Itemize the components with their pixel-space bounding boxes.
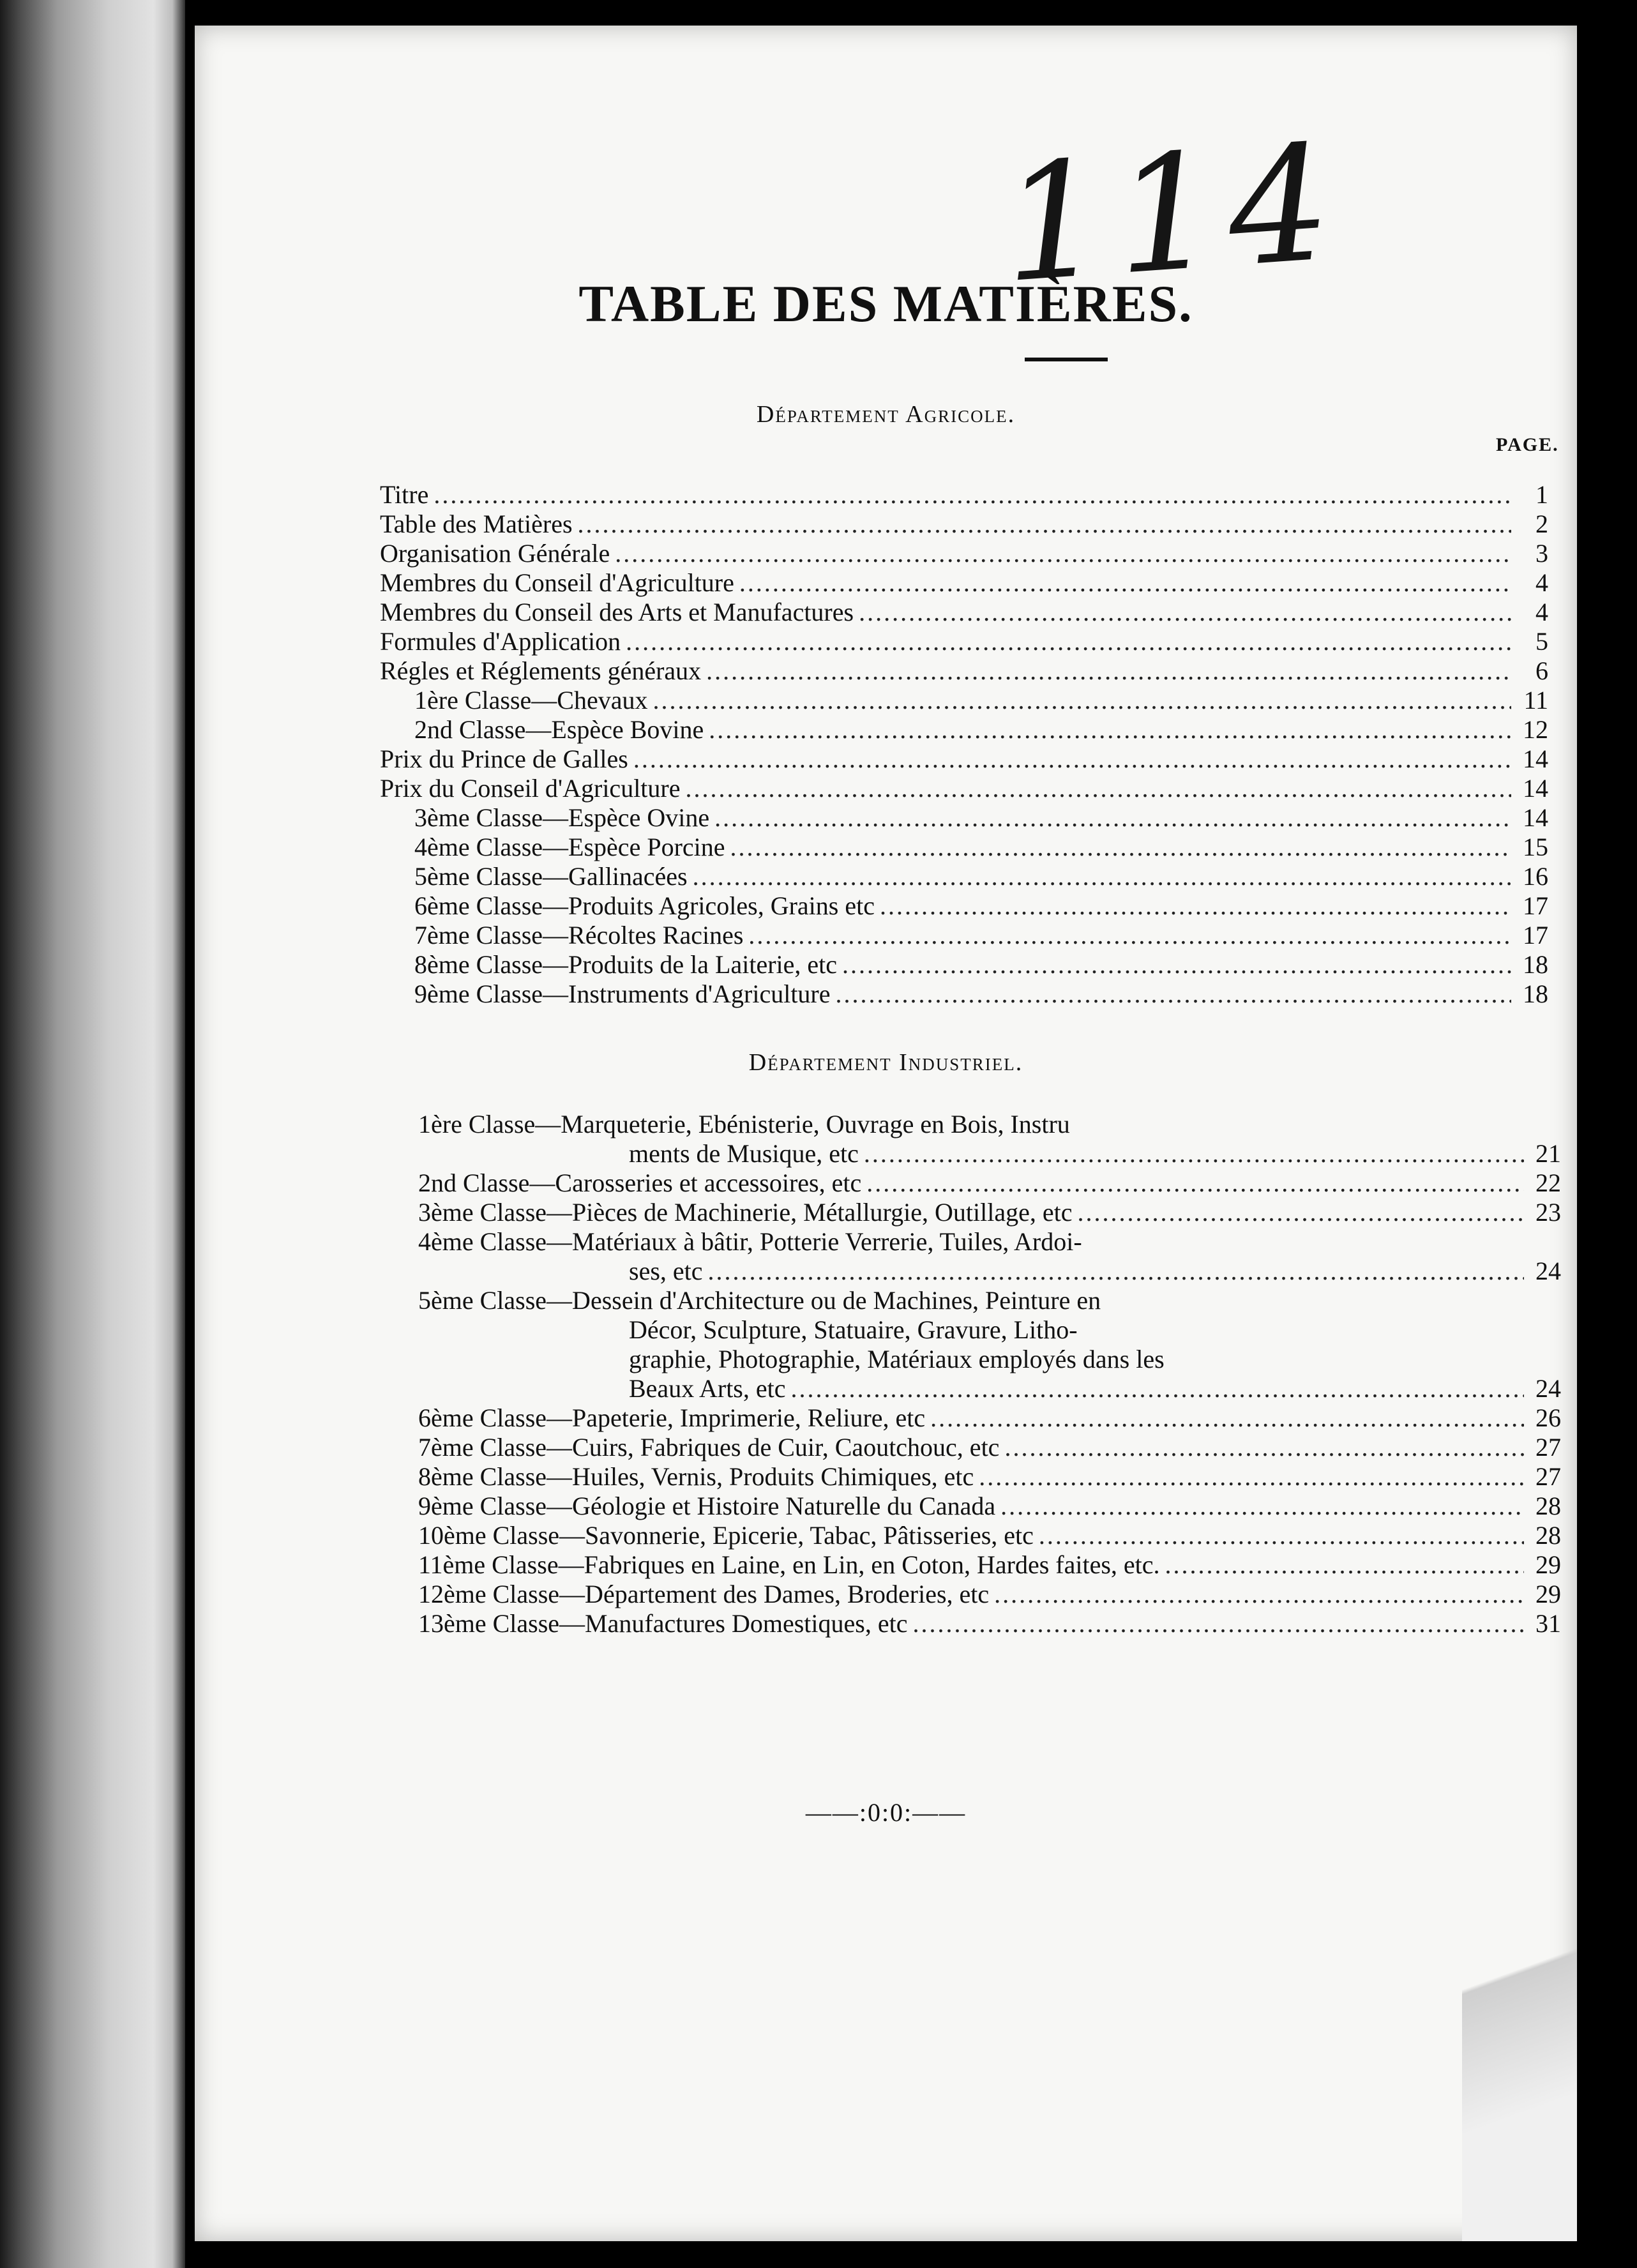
dot-leader bbox=[621, 627, 1511, 656]
toc-entry-label: 8ème Classe—Produits de la Laiterie, etc bbox=[414, 950, 838, 979]
toc-entry-row bbox=[418, 1550, 1561, 1580]
toc-entry bbox=[418, 1492, 1561, 1521]
toc-entry-row bbox=[418, 1286, 1561, 1315]
toc-entry-row bbox=[418, 1492, 1561, 1521]
toc-entry-label: 13ème Classe—Manufactures Domestiques, etc bbox=[418, 1609, 908, 1638]
toc-entry-continuation-text: ments de Musique, etc bbox=[629, 1139, 859, 1168]
toc-entry-label: Prix du Conseil d'Agriculture bbox=[380, 774, 681, 803]
toc-entry-label: 1ère Classe—Marqueterie, Ebénisterie, Ouvrage en Bois, Instru bbox=[418, 1110, 1070, 1138]
dot-leader bbox=[786, 1374, 1525, 1403]
toc-entry-label: Formules d'Application bbox=[380, 627, 621, 656]
toc-entry-page: 15 bbox=[1523, 833, 1548, 861]
toc-entry-label: 5ème Classe—Dessein d'Architecture ou de Machines, Peinture en bbox=[418, 1286, 1101, 1315]
toc-entry-continuation bbox=[418, 1315, 1561, 1345]
toc-entry-row bbox=[418, 1580, 1561, 1609]
toc-entry bbox=[380, 862, 1548, 891]
toc-entry-page: 28 bbox=[1535, 1521, 1561, 1550]
toc-entry-page: 29 bbox=[1535, 1580, 1561, 1608]
toc-entry-label: 2nd Classe—Espèce Bovine bbox=[414, 715, 704, 744]
toc-entry-row bbox=[418, 1227, 1561, 1257]
toc-entry-continuation bbox=[418, 1139, 1561, 1168]
dot-leader bbox=[704, 715, 1511, 745]
toc-entry-label: Titre bbox=[380, 480, 429, 509]
dot-leader bbox=[734, 568, 1511, 598]
toc-entry bbox=[380, 539, 1548, 568]
toc-entry-page: 31 bbox=[1535, 1609, 1561, 1638]
toc-entry-continuation-text: ses, etc bbox=[629, 1257, 703, 1285]
toc-entry-label: 9ème Classe—Instruments d'Agriculture bbox=[414, 979, 831, 1008]
toc-industriel-list bbox=[418, 1110, 1561, 1638]
toc-entry bbox=[418, 1198, 1561, 1227]
toc-entry bbox=[418, 1580, 1561, 1609]
toc-entry-page: 23 bbox=[1535, 1198, 1561, 1227]
toc-entry-row bbox=[418, 1168, 1561, 1198]
toc-entry-label: 3ème Classe—Pièces de Machinerie, Métallurgie, Outillage, etc bbox=[418, 1198, 1073, 1227]
toc-entry bbox=[418, 1286, 1561, 1403]
toc-entry-row bbox=[418, 1462, 1561, 1492]
toc-entry-row bbox=[418, 1403, 1561, 1433]
dot-leader bbox=[861, 1168, 1524, 1198]
dot-leader bbox=[647, 686, 1511, 715]
dot-leader bbox=[995, 1492, 1524, 1521]
toc-entry-page: 2 bbox=[1535, 510, 1548, 538]
dot-leader bbox=[701, 656, 1511, 686]
toc-entry-page: 17 bbox=[1523, 921, 1548, 949]
toc-entry bbox=[380, 833, 1548, 862]
dot-leader bbox=[837, 950, 1511, 979]
toc-entry-label: 1ère Classe—Chevaux bbox=[414, 686, 648, 714]
dot-leader bbox=[725, 833, 1511, 862]
toc-entry-row bbox=[418, 1198, 1561, 1227]
document-page bbox=[195, 26, 1577, 2241]
toc-entry-page: 14 bbox=[1523, 745, 1548, 773]
toc-entry-continuation-text: Beaux Arts, etc bbox=[629, 1374, 786, 1403]
toc-entry bbox=[418, 1521, 1561, 1550]
page-column-label: PAGE. bbox=[1496, 434, 1559, 455]
dot-leader bbox=[688, 862, 1511, 891]
dot-leader bbox=[989, 1580, 1524, 1609]
dot-leader bbox=[610, 539, 1511, 568]
toc-entry-page: 27 bbox=[1535, 1462, 1561, 1491]
toc-entry-page: 4 bbox=[1535, 598, 1548, 626]
toc-entry-page: 16 bbox=[1523, 862, 1548, 891]
toc-entry-continuation-text: graphie, Photographie, Matériaux employés dans les bbox=[629, 1345, 1165, 1373]
toc-entry-label: 12ème Classe—Département des Dames, Broderies, etc bbox=[418, 1580, 990, 1608]
dot-leader bbox=[1034, 1521, 1524, 1550]
toc-entry-label: 7ème Classe—Cuirs, Fabriques de Cuir, Caoutchouc, etc bbox=[418, 1433, 1000, 1462]
title-rule bbox=[1025, 358, 1108, 361]
toc-entry bbox=[380, 510, 1548, 539]
dot-leader bbox=[1160, 1550, 1524, 1580]
dot-leader bbox=[907, 1609, 1524, 1638]
toc-entry bbox=[380, 715, 1548, 745]
dot-leader bbox=[628, 745, 1511, 774]
toc-entry-continuation bbox=[418, 1345, 1561, 1374]
dot-leader bbox=[925, 1403, 1524, 1433]
toc-entry bbox=[418, 1462, 1561, 1492]
toc-entry-label: 11ème Classe—Fabriques en Laine, en Lin, en Coton, Hardes faites, etc. bbox=[418, 1550, 1160, 1579]
toc-entry bbox=[418, 1433, 1561, 1462]
toc-entry-page: 24 bbox=[1535, 1374, 1561, 1403]
handwritten-folio-number: 114 bbox=[996, 109, 1348, 319]
toc-entry-label: 4ème Classe—Matériaux à bâtir, Potterie Verrerie, Tuiles, Ardoi- bbox=[418, 1227, 1082, 1256]
toc-entry-label: Table des Matières bbox=[380, 510, 573, 538]
page-title: TABLE DES MATIÈRES. bbox=[578, 275, 1193, 333]
toc-entry bbox=[418, 1609, 1561, 1638]
dot-leader bbox=[681, 774, 1512, 803]
toc-entry bbox=[418, 1550, 1561, 1580]
toc-entry-label: Prix du Prince de Galles bbox=[380, 745, 628, 773]
toc-entry-continuation bbox=[418, 1257, 1561, 1286]
toc-entry-page: 17 bbox=[1523, 891, 1548, 920]
toc-entry bbox=[380, 656, 1548, 686]
toc-entry bbox=[380, 774, 1548, 803]
toc-entry-page: 18 bbox=[1523, 979, 1548, 1008]
dot-leader bbox=[709, 803, 1511, 833]
toc-entry bbox=[380, 480, 1548, 510]
dot-leader bbox=[974, 1462, 1524, 1492]
toc-entry-row bbox=[418, 1609, 1561, 1638]
dot-leader bbox=[831, 979, 1511, 1009]
toc-entry-page: 22 bbox=[1535, 1168, 1561, 1197]
toc-entry-label: 5ème Classe—Gallinacées bbox=[414, 862, 688, 891]
closing-ornament: ——:0:0:—— bbox=[805, 1798, 967, 1827]
toc-entry-label: 6ème Classe—Produits Agricoles, Grains etc bbox=[414, 891, 875, 920]
toc-entry bbox=[380, 950, 1548, 979]
toc-entry-page: 1 bbox=[1535, 480, 1548, 509]
toc-entry-page: 18 bbox=[1523, 950, 1548, 979]
toc-entry bbox=[418, 1168, 1561, 1198]
toc-entry bbox=[380, 598, 1548, 627]
dot-leader bbox=[1072, 1198, 1524, 1227]
toc-entry-page: 5 bbox=[1535, 627, 1548, 656]
toc-entry-label: Régles et Réglements généraux bbox=[380, 656, 702, 685]
folded-page-corner bbox=[1462, 1794, 1577, 2241]
toc-entry-label: Organisation Générale bbox=[380, 539, 610, 568]
toc-entry-page: 26 bbox=[1535, 1403, 1561, 1432]
dot-leader bbox=[573, 510, 1511, 539]
toc-entry bbox=[380, 803, 1548, 833]
toc-entry-page: 21 bbox=[1535, 1139, 1561, 1168]
toc-entry-page: 28 bbox=[1535, 1492, 1561, 1520]
dot-leader bbox=[859, 1139, 1524, 1168]
toc-entry-label: 8ème Classe—Huiles, Vernis, Produits Chimiques, etc bbox=[418, 1462, 974, 1491]
section-heading-industriel: Département Industriel. bbox=[748, 1049, 1023, 1076]
toc-entry-row bbox=[418, 1433, 1561, 1462]
toc-entry bbox=[380, 921, 1548, 950]
toc-entry-label: 6ème Classe—Papeterie, Imprimerie, Reliure, etc bbox=[418, 1403, 926, 1432]
toc-entry-page: 6 bbox=[1535, 656, 1548, 685]
toc-entry-page: 24 bbox=[1535, 1257, 1561, 1285]
dot-leader bbox=[743, 921, 1511, 950]
dot-leader bbox=[875, 891, 1511, 921]
toc-entry bbox=[380, 627, 1548, 656]
toc-entry-label: 3ème Classe—Espèce Ovine bbox=[414, 803, 710, 832]
toc-entry-page: 14 bbox=[1523, 774, 1548, 803]
toc-entry bbox=[380, 686, 1548, 715]
toc-entry bbox=[380, 745, 1548, 774]
toc-entry-label: Membres du Conseil des Arts et Manufactures bbox=[380, 598, 854, 626]
toc-entry-label: 2nd Classe—Carosseries et accessoires, etc bbox=[418, 1168, 862, 1197]
toc-entry bbox=[380, 891, 1548, 921]
toc-entry bbox=[418, 1110, 1561, 1168]
toc-entry-page: 29 bbox=[1535, 1550, 1561, 1579]
dot-leader bbox=[854, 598, 1511, 627]
toc-entry-page: 12 bbox=[1523, 715, 1548, 744]
dot-leader bbox=[428, 480, 1511, 510]
toc-entry-page: 27 bbox=[1535, 1433, 1561, 1462]
toc-entry bbox=[380, 979, 1548, 1009]
toc-entry-continuation bbox=[418, 1374, 1561, 1403]
section-heading-agricole: Département Agricole. bbox=[756, 401, 1016, 428]
toc-entry-label: 4ème Classe—Espèce Porcine bbox=[414, 833, 725, 861]
toc-entry-page: 14 bbox=[1523, 803, 1548, 832]
dot-leader bbox=[999, 1433, 1524, 1462]
toc-entry-continuation-text: Décor, Sculpture, Statuaire, Gravure, Litho- bbox=[629, 1315, 1078, 1344]
toc-entry-row bbox=[418, 1110, 1561, 1139]
toc-entry-label: Membres du Conseil d'Agriculture bbox=[380, 568, 734, 597]
toc-entry-page: 3 bbox=[1535, 539, 1548, 568]
toc-entry bbox=[418, 1403, 1561, 1433]
toc-agricole-list bbox=[380, 480, 1548, 1009]
toc-entry-label: 10ème Classe—Savonnerie, Epicerie, Tabac, Pâtisseries, etc bbox=[418, 1521, 1034, 1550]
toc-entry bbox=[418, 1227, 1561, 1286]
toc-entry-page: 11 bbox=[1523, 686, 1548, 714]
toc-entry-label: 9ème Classe—Géologie et Histoire Naturelle du Canada bbox=[418, 1492, 996, 1520]
toc-entry-page: 4 bbox=[1535, 568, 1548, 597]
dot-leader bbox=[703, 1257, 1524, 1286]
toc-entry-label: 7ème Classe—Récoltes Racines bbox=[414, 921, 744, 949]
toc-entry-row bbox=[418, 1521, 1561, 1550]
facing-page-edge bbox=[0, 0, 185, 2268]
toc-entry bbox=[380, 568, 1548, 598]
